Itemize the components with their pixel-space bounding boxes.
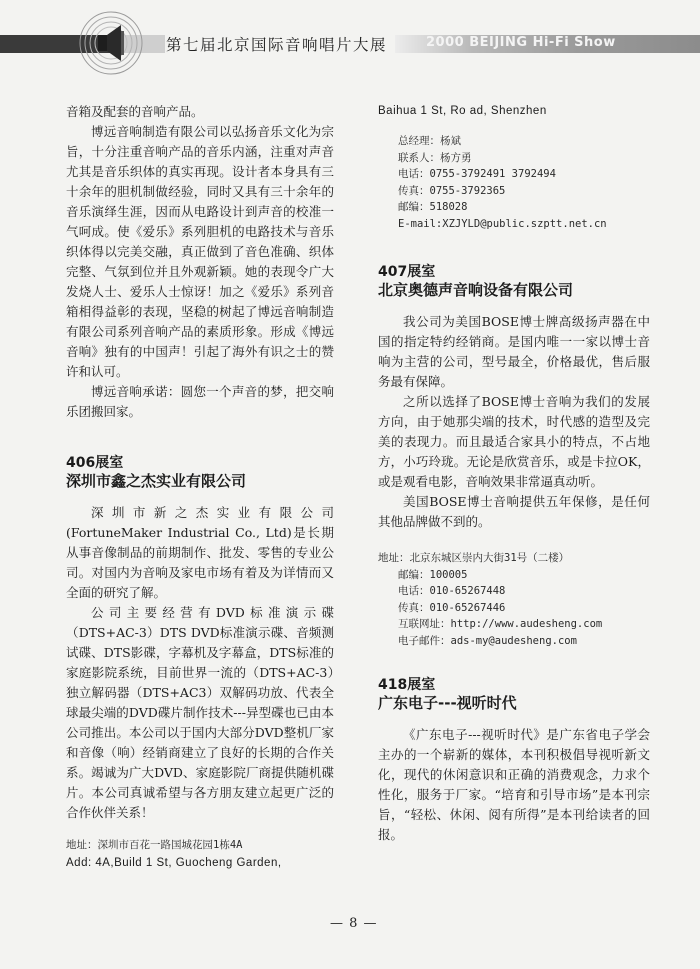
contact-row: E-mail:XZJYLD@public.szptt.net.cn (398, 217, 607, 230)
section-406-paragraph-2: 公司主要经营有DVD标准演示碟（DTS+AC-3）DTS DVD标准演示碟、音频测试碟、DTS影碟，字幕机及字幕盒，DTS标准的家庭影院系统，目前世界一流的（DTS+AC-3）独立解码器（DTS+AC3）双解码功放、代表全球最尖端的DVD碟片制作技术---异型碟也已由本公司推出。本公司以于国内大部分DVD整机厂家和音像（响）经销商建立了良好的长期的合作关系。竭诚为广大DVD、家庭影院厂商提供随机碟片。本公司真诚希望与各方朋友建立起更广泛的合作伙伴关系！ (66, 605, 334, 820)
contact-row: 电话：010-65267448 (398, 585, 506, 597)
section-418-paragraph-1: 《广东电子---视听时代》是广东省电子学会主办的一个崭新的媒体，本刊积极倡导视听新文化，现代的休闲意识和正确的消费观念，力求个性化，服务于厂家。“培育和引导市场”是本刊宗旨，“轻松、休闲、阅有所得”是本刊给读者的回报。 (378, 727, 650, 842)
section-406-paragraph-1: 深圳市新之杰实业有限公司(FortuneMaker Industrial Co., Ltd)是长期从事音像制品的前期制作、批发、零售的专业公司。对国内为音响及家电市场有着及为详情而又全面的研究了解。 (66, 505, 334, 600)
contact-row: 地址：北京东城区崇内大街31号（二楼） (378, 552, 570, 564)
section-407-number: 407展室 (378, 264, 436, 280)
contact-row: 邮编：518028 (398, 201, 468, 213)
header-english-title: 2000 BEIJING Hi-Fi Show (426, 35, 616, 50)
speaker-logo-icon (78, 10, 144, 76)
section-406-address-en-2: Baihua 1 St, Ro ad, Shenzhen (378, 105, 547, 117)
contact-row: 电子邮件：ads-my@audesheng.com (398, 634, 577, 647)
section-407-paragraph-1: 我公司为美国BOSE博士牌高级扬声器在中国的指定特约经销商。是国内唯一一家以博士音响为主营的公司，型号最全，价格最优，售后服务最有保障。 (378, 314, 650, 389)
section-406-address: 地址：深圳市百花一路国城花园1栋4A (66, 839, 243, 851)
contact-row: 总经理：杨斌 (398, 135, 461, 147)
section-407-paragraph-2: 之所以选择了BOSE博士音响为我们的发展方向，由于她那尖端的技术，时代感的造型及完美的表现力。而且最适合家具小的特点，不占地方，小巧玲珑。无论是欣赏音乐，或是卡拉OK，或是观看电影，音响效果非常逼真动听。 (378, 394, 650, 489)
section-407-contacts (378, 550, 650, 649)
contact-row: 电话：0755-3792491 3792494 (398, 168, 556, 180)
section-418-number: 418展室 (378, 677, 436, 693)
section-407-company: 北京奥德声音响设备有限公司 (378, 281, 574, 299)
contact-row: 邮编：100005 (398, 568, 468, 581)
boyuan-paragraph-1: 博远音响制造有限公司以弘扬音乐文化为宗旨，十分注重音响产品的音乐内涵，注重对声音尤其是音乐织体的真实再现。设计者本身具有三十余年的胆机制做经验，同时又具有三十余年的音乐演绎生涯，因而从电路设计到声音的校准一气呵成。使《爱乐》系列胆机的电路技术与音乐织体得以完美交融，真正做到了音色准确、织体完整、气氛到位并且外观新颖。她的表现令广大发烧人士、爱乐人士惊讶！加之《爱乐》系列音箱相得益彰的表现，坚稳的树起了博远音响制造有限公司系列音响产品的素质形象。形成《博远音响》独有的中国声！引起了海外有识之士的赞许和认可。 (66, 124, 334, 379)
contact-row: 传真：010-65267446 (398, 601, 506, 614)
header-title: 第七届北京国际音响唱片大展 (166, 36, 388, 54)
contact-row: 联系人：杨方勇 (398, 151, 472, 164)
right-column (378, 102, 650, 845)
section-406-company: 深圳市鑫之杰实业有限公司 (66, 472, 247, 490)
left-column (66, 102, 334, 873)
section-407-paragraph-3: 美国BOSE博士音响提供五年保修，是任何其他品牌做不到的。 (378, 494, 650, 529)
section-406-number: 406展室 (66, 455, 124, 471)
boyuan-paragraph-2: 博远音响承诺：圆您一个声音的梦，把交响乐团搬回家。 (66, 384, 334, 419)
section-406-contacts (378, 133, 650, 232)
page-number: — 8 — (330, 916, 378, 931)
contact-row: 传真：0755-3792365 (398, 184, 506, 197)
contact-row: 互联网址：http://www.audesheng.com (398, 618, 603, 630)
section-418-company: 广东电子---视听时代 (378, 694, 517, 712)
section-406-address-en-1: Add: 4A,Build 1 St, Guocheng Garden, (66, 856, 282, 869)
intro-tail: 音箱及配套的音响产品。 (66, 104, 204, 119)
